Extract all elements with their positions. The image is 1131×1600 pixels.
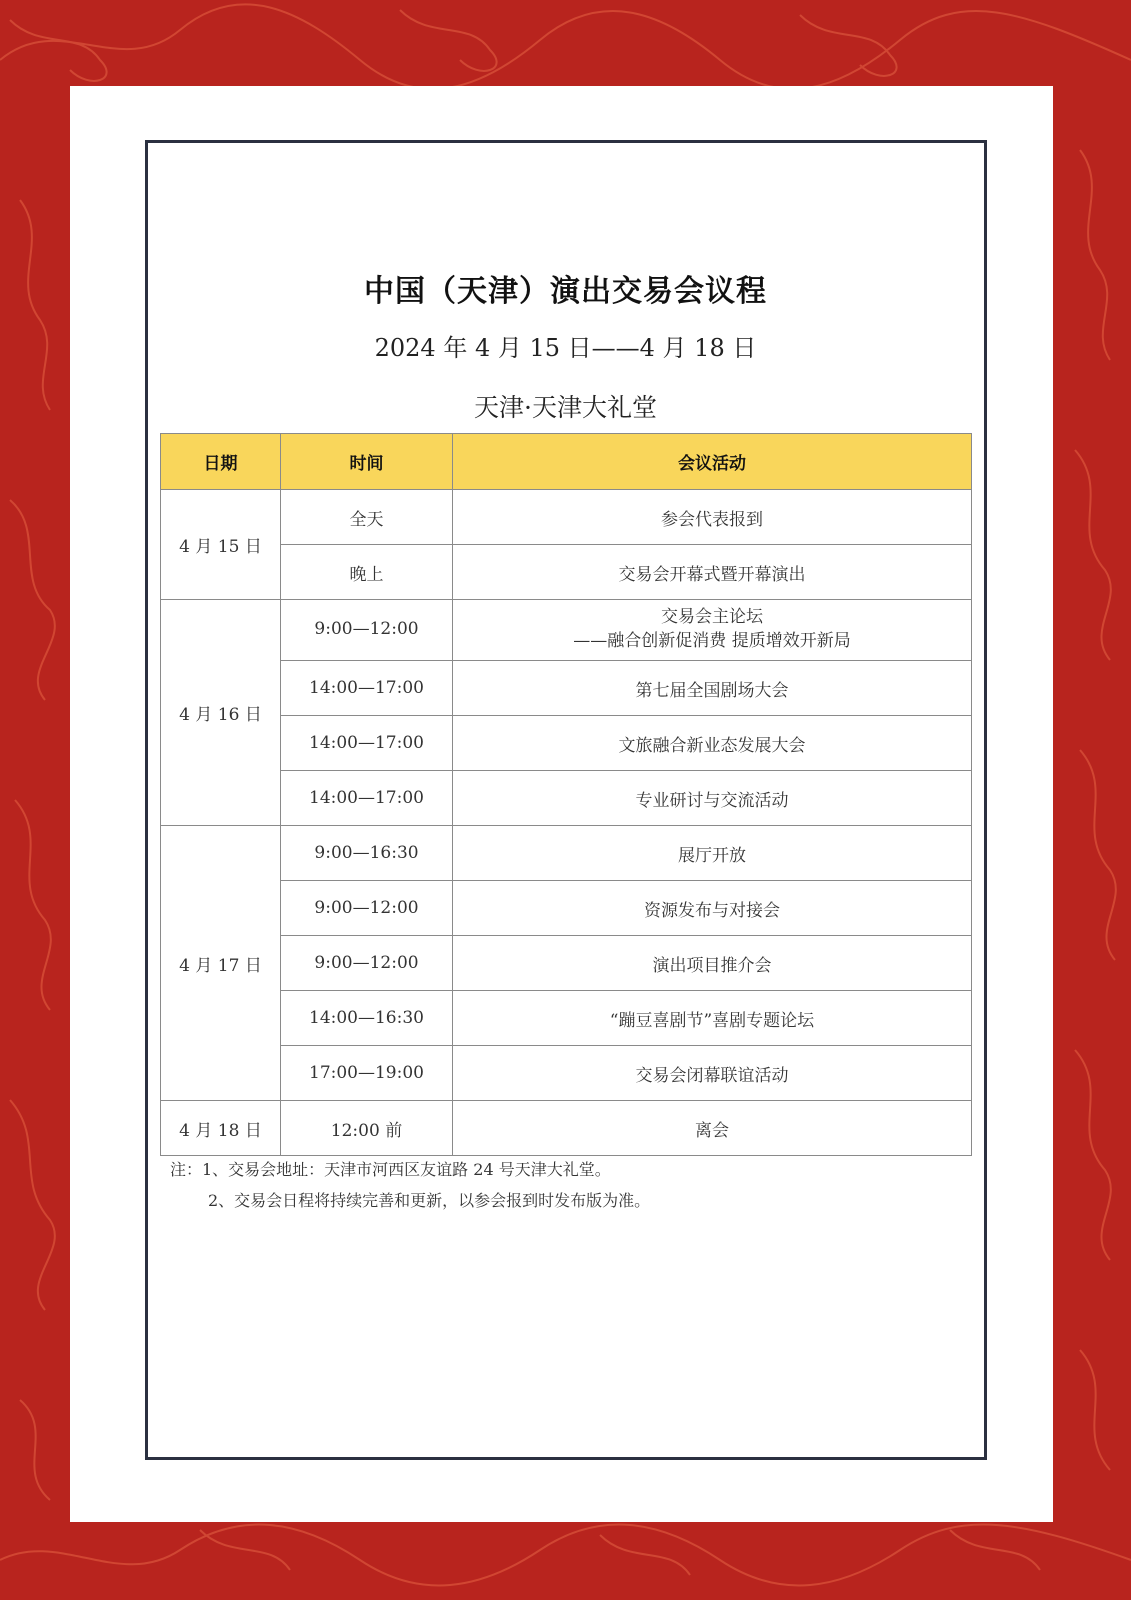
activity-cell: 离会 bbox=[453, 1101, 972, 1156]
document-title: 中国（天津）演出交易会议程 bbox=[364, 274, 767, 309]
venue: 天津·天津大礼堂 bbox=[474, 393, 657, 422]
notes bbox=[170, 1154, 970, 1216]
date-cell: 4 月 17 日 bbox=[161, 826, 281, 1101]
date-cell: 4 月 16 日 bbox=[161, 600, 281, 826]
time-cell: 全天 bbox=[281, 490, 453, 545]
table-row bbox=[161, 771, 972, 826]
table-row bbox=[161, 545, 972, 600]
table-row bbox=[161, 716, 972, 771]
table-row bbox=[161, 1046, 972, 1101]
table-row bbox=[161, 600, 972, 661]
time-cell: 9:00—12:00 bbox=[281, 600, 453, 661]
activity-subtitle-line: ——融合创新促消费 提质增效开新局 bbox=[573, 631, 851, 651]
table-row bbox=[161, 991, 972, 1046]
date-cell: 4 月 15 日 bbox=[161, 490, 281, 600]
time-cell: 17:00—19:00 bbox=[281, 1046, 453, 1101]
time-cell: 9:00—12:00 bbox=[281, 881, 453, 936]
activity-main-line: 交易会主论坛 bbox=[661, 607, 763, 628]
activity-cell: 交易会开幕式暨开幕演出 bbox=[453, 545, 972, 600]
activity-cell bbox=[453, 600, 972, 661]
activity-cell: 资源发布与对接会 bbox=[453, 881, 972, 936]
time-cell: 9:00—16:30 bbox=[281, 826, 453, 881]
table-row bbox=[161, 1101, 972, 1156]
activity-cell: 参会代表报到 bbox=[453, 490, 972, 545]
activity-cell: 演出项目推介会 bbox=[453, 936, 972, 991]
activity-cell: 文旅融合新业态发展大会 bbox=[453, 716, 972, 771]
activity-cell: “蹦豆喜剧节”喜剧专题论坛 bbox=[453, 991, 972, 1046]
time-cell: 14:00—17:00 bbox=[281, 771, 453, 826]
time-cell: 晚上 bbox=[281, 545, 453, 600]
table-row bbox=[161, 826, 972, 881]
table-row bbox=[161, 490, 972, 545]
header-time: 时间 bbox=[281, 434, 453, 490]
time-cell: 14:00—17:00 bbox=[281, 716, 453, 771]
date-range: 2024 年 4 月 15 日——4 月 18 日 bbox=[374, 334, 757, 362]
time-cell: 14:00—16:30 bbox=[281, 991, 453, 1046]
note-2: 2、交易会日程将持续完善和更新，以参会报到时发布版为准。 bbox=[208, 1191, 651, 1210]
header-date: 日期 bbox=[161, 434, 281, 490]
activity-cell: 第七届全国剧场大会 bbox=[453, 661, 972, 716]
time-cell: 9:00—12:00 bbox=[281, 936, 453, 991]
activity-cell: 交易会闭幕联谊活动 bbox=[453, 1046, 972, 1101]
header-activity: 会议活动 bbox=[453, 434, 972, 490]
table-row bbox=[161, 936, 972, 991]
time-cell: 14:00—17:00 bbox=[281, 661, 453, 716]
activity-cell: 展厅开放 bbox=[453, 826, 972, 881]
note-1: 注：1、交易会地址：天津市河西区友谊路 24 号天津大礼堂。 bbox=[170, 1160, 611, 1179]
table-row bbox=[161, 661, 972, 716]
time-cell: 12:00 前 bbox=[281, 1101, 453, 1156]
table-row bbox=[161, 881, 972, 936]
activity-cell: 专业研讨与交流活动 bbox=[453, 771, 972, 826]
date-cell: 4 月 18 日 bbox=[161, 1101, 281, 1156]
agenda-table bbox=[160, 433, 972, 1156]
table-header-row bbox=[161, 434, 972, 490]
